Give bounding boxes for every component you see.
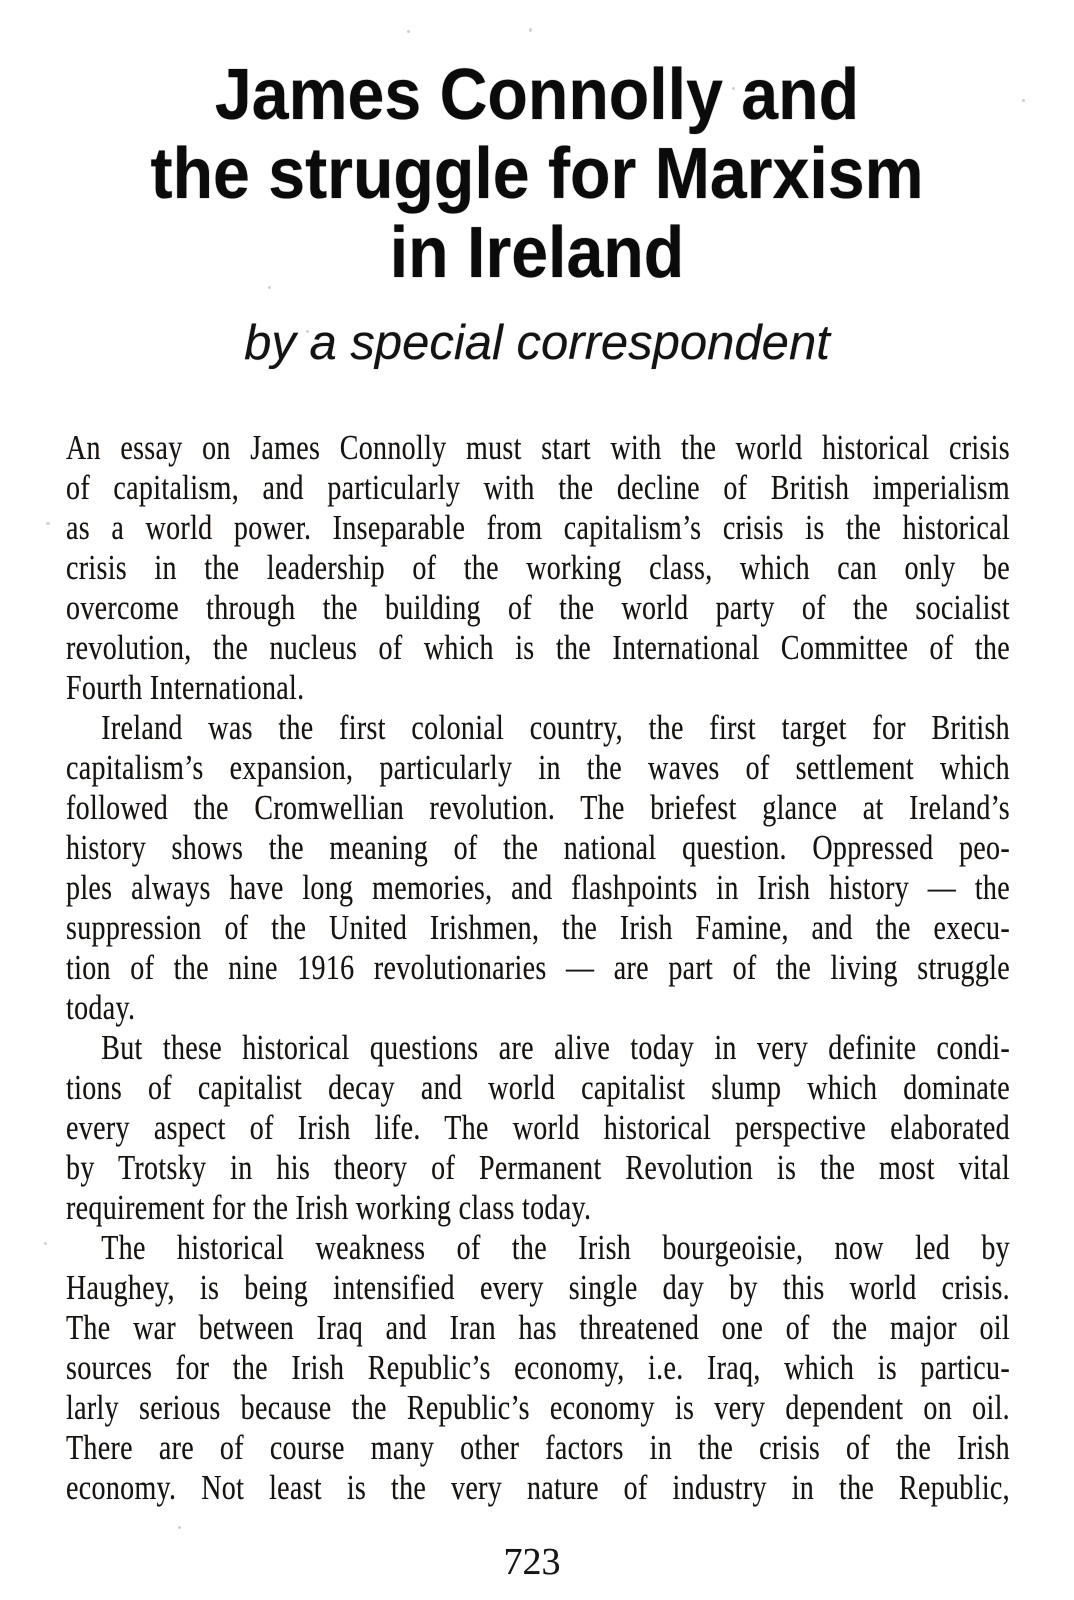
- text-line: An essay on James Connolly must start with the world historical crisis: [66, 428, 1010, 467]
- text-line: revolution, the nucleus of which is the International Committee of the: [66, 628, 1010, 667]
- text-line: Ireland was the first colonial country, the first target for British: [101, 708, 1010, 747]
- text-line: But these historical questions are alive today in very definite condi-: [101, 1028, 1010, 1067]
- text-line: larly serious because the Republic’s economy is very dependent on oil.: [66, 1388, 1010, 1427]
- article-title: [43, 56, 1031, 293]
- article-byline: by a special correspondent: [244, 316, 830, 370]
- scan-speck: [1022, 99, 1025, 102]
- text-line: crisis in the leadership of the working class, which can only be: [66, 548, 1010, 587]
- page-number: 723: [503, 1541, 561, 1583]
- text-line: suppression of the United Irishmen, the Irish Famine, and the execu-: [66, 908, 1010, 947]
- article-body: [66, 428, 1010, 1508]
- paragraph: [66, 428, 1010, 708]
- text-line: economy. Not least is the very nature of industry in the Republic,: [66, 1468, 1010, 1507]
- text-line: There are of course many other factors in the crisis of the Irish: [66, 1428, 1010, 1467]
- scan-speck: [732, 87, 735, 90]
- scan-speck: [529, 28, 532, 32]
- title-line-2: the struggle for Marxism: [150, 134, 924, 214]
- paragraph: [66, 708, 1010, 1028]
- scan-speck: [407, 30, 410, 33]
- text-line: overcome through the building of the world party of the socialist: [66, 588, 1010, 627]
- title-line-1: James Connolly and: [214, 55, 860, 135]
- title-line-3: in Ireland: [389, 213, 685, 293]
- scan-speck: [268, 286, 271, 289]
- text-line: The war between Iraq and Iran has threatened one of the major oil: [66, 1308, 1010, 1347]
- text-line: Haughey, is being intensified every single day by this world crisis.: [66, 1268, 1010, 1307]
- text-line: capitalism’s expansion, particularly in the waves of settlement which: [66, 748, 1010, 787]
- scan-speck: [178, 1526, 181, 1529]
- text-line: ples always have long memories, and flashpoints in Irish history — the: [66, 868, 1010, 907]
- text-line: today.: [66, 988, 136, 1027]
- text-line: tion of the nine 1916 revolutionaries — are part of the living struggle: [66, 948, 1010, 987]
- paragraph: [66, 1228, 1010, 1508]
- text-line: history shows the meaning of the national question. Oppressed peo-: [66, 828, 1010, 867]
- text-line: by Trotsky in his theory of Permanent Revolution is the most vital: [66, 1148, 1010, 1187]
- text-line: The historical weakness of the Irish bourgeoisie, now led by: [101, 1228, 1010, 1267]
- text-line: sources for the Irish Republic’s economy, i.e. Iraq, which is particu-: [66, 1348, 1010, 1387]
- scan-speck: [306, 330, 309, 333]
- paragraph: [66, 1028, 1010, 1228]
- text-line: Fourth International.: [66, 668, 305, 707]
- text-line: followed the Cromwellian revolution. The briefest glance at Ireland’s: [66, 788, 1010, 827]
- scan-speck: [535, 1498, 539, 1500]
- text-line: as a world power. Inseparable from capitalism’s crisis is the historical: [66, 508, 1010, 547]
- text-line: every aspect of Irish life. The world historical perspective elaborated: [66, 1108, 1010, 1147]
- scan-speck: [46, 522, 50, 525]
- text-line: tions of capitalist decay and world capitalist slump which dominate: [66, 1068, 1010, 1107]
- text-line: requirement for the Irish working class today.: [66, 1188, 592, 1227]
- text-line: of capitalism, and particularly with the decline of British imperialism: [66, 468, 1010, 507]
- scan-speck: [44, 1242, 47, 1245]
- article-header: [0, 0, 1074, 371]
